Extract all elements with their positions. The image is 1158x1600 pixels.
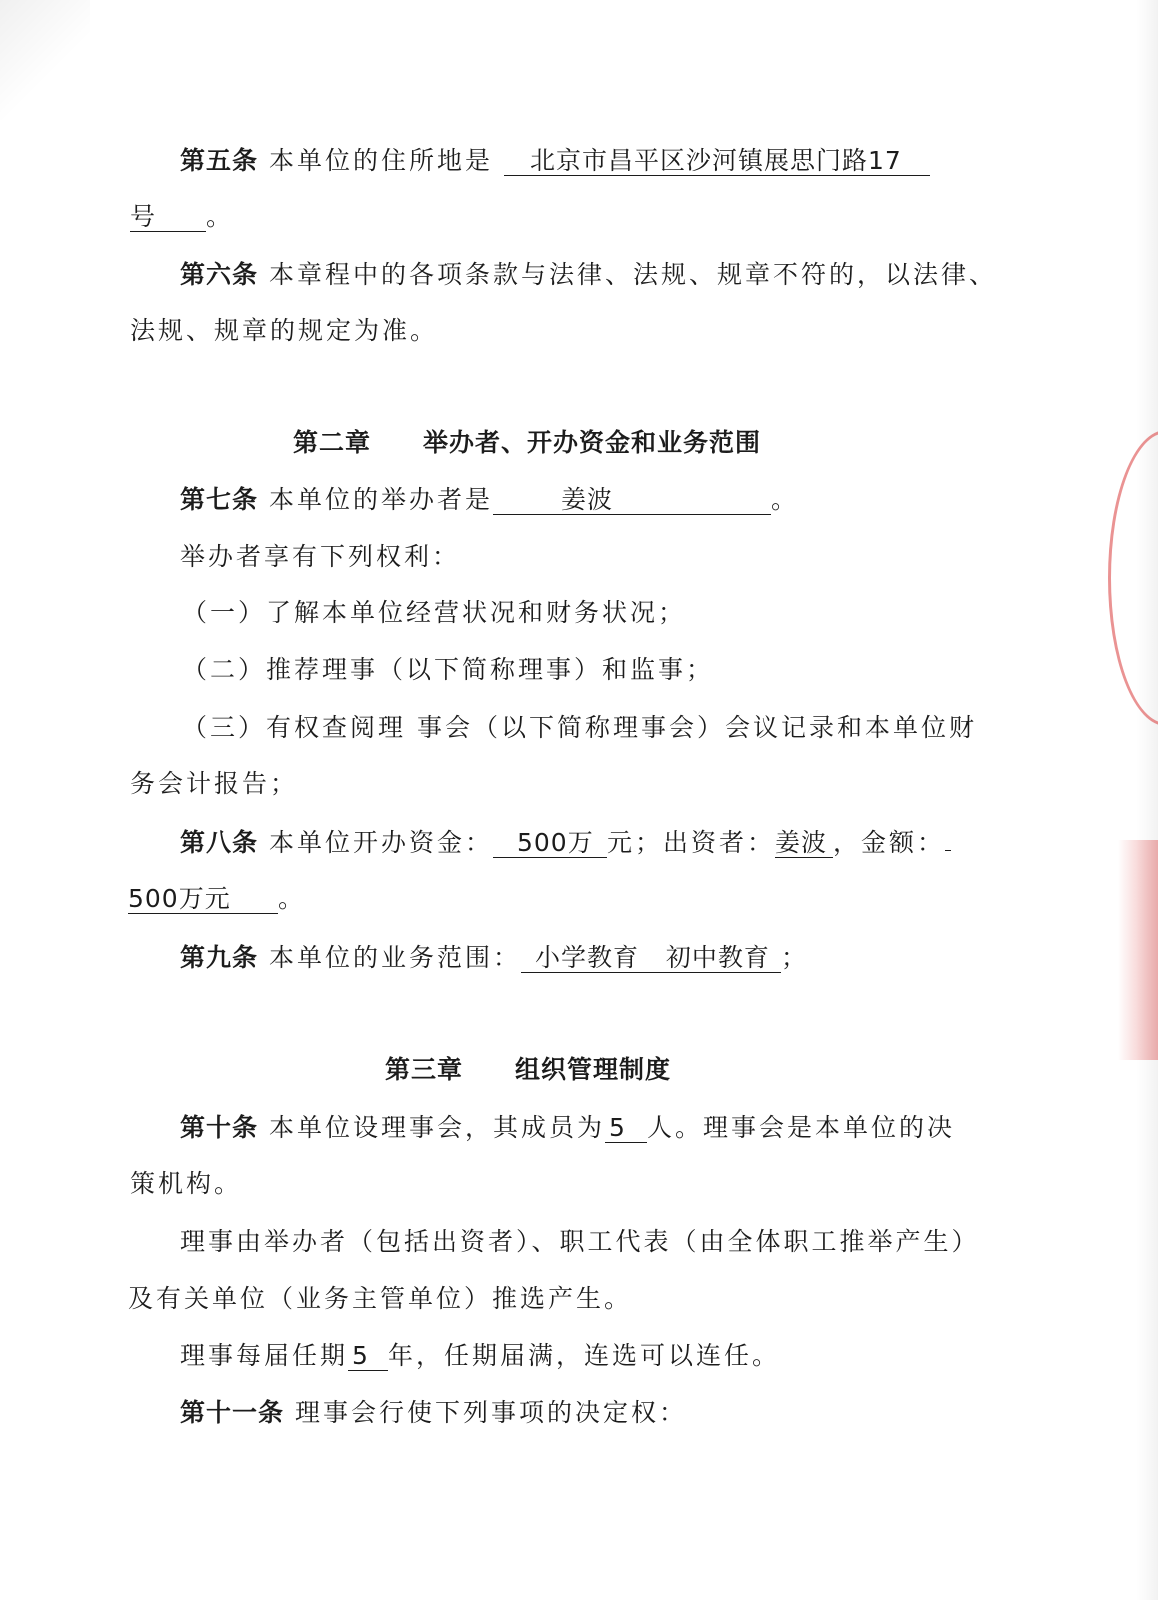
- right-3-line-2: 务会计报告；: [130, 769, 299, 798]
- article-8-amount-line-start: [945, 850, 951, 851]
- article-7-number: 第七条: [180, 485, 259, 514]
- article-10-members: 5: [605, 1114, 647, 1143]
- page-edge-shadow: [1136, 0, 1158, 1600]
- article-5-address-cont: 号: [130, 203, 206, 232]
- article-10-term-text-2: 年，任期届满，连选可以连任。: [388, 1341, 781, 1370]
- article-10-para-3: [180, 1339, 780, 1373]
- article-8-investor: 姜波: [775, 829, 833, 858]
- article-10-para-2-line-1: 理事由举办者（包括出资者）、职工代表（由全体职工推举产生）: [180, 1227, 980, 1256]
- right-2: （二）推荐理事（以下简称理事）和监事；: [182, 655, 715, 684]
- red-seal-stamp-fragment: [1118, 840, 1158, 1060]
- chapter-2-number: 第二章: [293, 428, 372, 457]
- article-10-para-2-line-2: 及有关单位（业务主管单位）推选产生。: [128, 1284, 633, 1313]
- period: 。: [770, 485, 799, 514]
- article-10-line-1: [180, 1111, 955, 1145]
- right-3-line-1: （三）有权查阅理 事会（以下简称理事会）会议记录和本单位财: [182, 713, 977, 742]
- article-10-text: 本单位设理事会，其成员为: [268, 1113, 605, 1142]
- chapter-3-number: 第三章: [385, 1055, 464, 1084]
- article-8-line-1: [180, 826, 951, 860]
- article-9-text: 本单位的业务范围：: [268, 943, 521, 972]
- article-8-text: 本单位开办资金：: [268, 828, 493, 857]
- article-7-founder: 姜波: [493, 486, 771, 515]
- right-1: （一）了解本单位经营状况和财务状况；: [182, 598, 687, 627]
- article-5-address: 北京市昌平区沙河镇展思门路17: [504, 147, 930, 176]
- article-10-term: 5: [348, 1342, 388, 1371]
- article-9-line: [180, 941, 809, 975]
- period: 。: [206, 202, 235, 231]
- article-8-text-2: 元；出资者：: [606, 828, 775, 857]
- article-8-number: 第八条: [180, 828, 259, 857]
- article-8-amount: 500万元: [128, 885, 278, 914]
- article-5-line-2: [130, 200, 234, 234]
- article-10-text-2: 人。理事会是本单位的决: [646, 1113, 955, 1142]
- period: 。: [278, 884, 307, 913]
- article-6-text: 本章程中的各项条款与法律、法规、规章不符的，以法律、: [268, 260, 997, 289]
- article-10-number: 第十条: [180, 1113, 259, 1142]
- article-10-line-2: 策机构。: [130, 1169, 243, 1198]
- red-seal-stamp: [1108, 430, 1158, 726]
- chapter-2-title: 举办者、开办资金和业务范围: [423, 428, 762, 457]
- chapter-3-heading: [385, 1053, 671, 1087]
- semicolon: ；: [780, 943, 809, 972]
- article-8-line-2: [128, 882, 306, 916]
- article-7-line: [180, 483, 799, 517]
- article-10-term-text: 理事每届任期: [180, 1341, 349, 1370]
- article-9-scope: 小学教育 初中教育: [521, 944, 781, 973]
- rights-intro: 举办者享有下列权利：: [180, 542, 461, 571]
- article-6-number: 第六条: [180, 260, 259, 289]
- article-5-number: 第五条: [180, 146, 259, 175]
- article-5-text: 本单位的住所地是: [268, 146, 493, 175]
- article-11-text: 理事会行使下列事项的决定权：: [294, 1398, 687, 1427]
- chapter-2-heading: [293, 426, 761, 460]
- scan-shadow: [0, 0, 90, 120]
- chapter-3-title: 组织管理制度: [515, 1055, 672, 1084]
- article-11-number: 第十一条: [180, 1398, 285, 1427]
- article-5-line-1: [180, 144, 930, 178]
- article-6-line-2: 法规、规章的规定为准。: [130, 316, 439, 345]
- article-11-line: [180, 1396, 687, 1430]
- article-8-fund: 500万: [493, 829, 607, 858]
- article-8-text-3: ，金额：: [833, 828, 946, 857]
- article-9-number: 第九条: [180, 943, 259, 972]
- article-6-line-1: [180, 258, 997, 292]
- article-7-text: 本单位的举办者是: [268, 485, 493, 514]
